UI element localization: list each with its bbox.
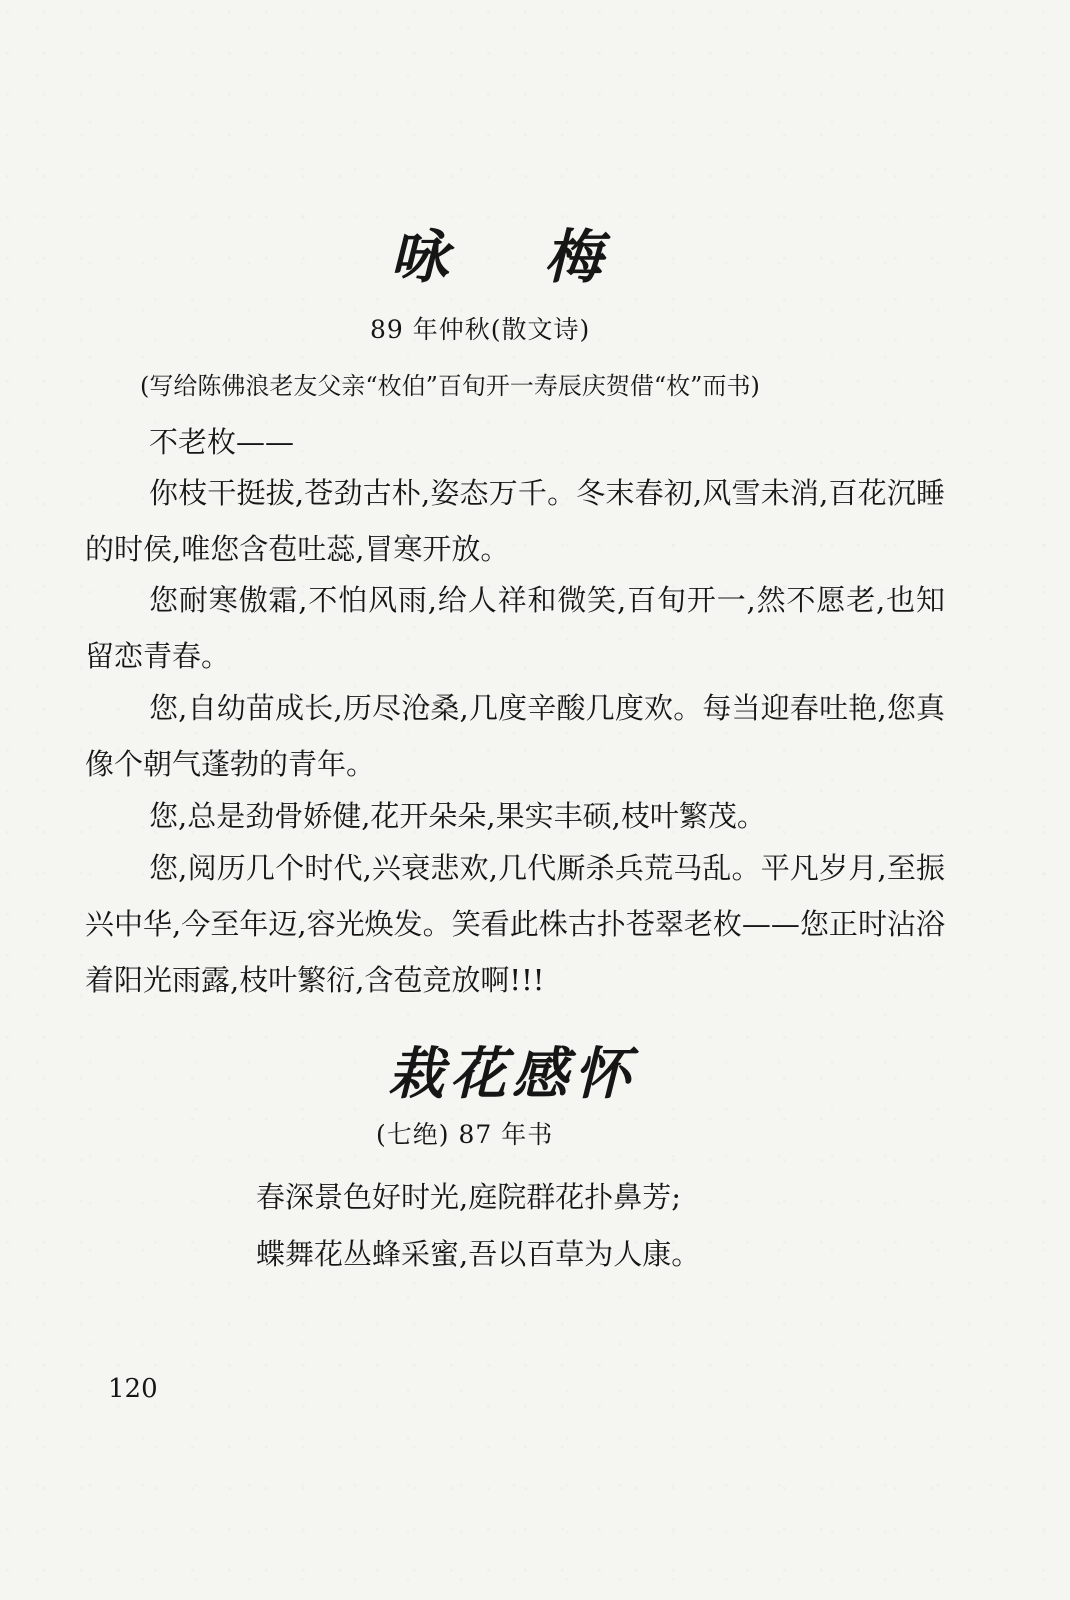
prose-paragraph: 您,自幼苗成长,历尽沧桑,几度辛酸几度欢。每当迎春吐艳,您真像个朝气蓬勃的青年。 [85,691,945,781]
poem-title: 咏梅 [390,223,699,291]
prose-paragraph: 您,阅历几个时代,兴衰悲欢,几代厮杀兵荒马乱。平凡岁月,至振兴中华,今至年迈,容光焕发。笑看此株古扑苍翠老枚——您正时沾浴着阳光雨露,枝叶繁衍,含苞竞放啊!!! [85,851,945,997]
poem-line: 春深景色好时光,庭院群花扑鼻芳; [256,1180,681,1214]
prose-paragraph: 您,总是劲骨娇健,花开朵朵,果实丰硕,枝叶繁茂。 [149,799,766,833]
prose-paragraph: 您耐寒傲霜,不怕风雨,给人祥和微笑,百旬开一,然不愿老,也知留恋青春。 [85,583,945,673]
poem-subtitle: 89 年仲秋(散文诗) [370,315,591,344]
page-number: 120 [108,1374,158,1404]
second-poem-title: 栽花感怀 [388,1041,636,1107]
poem-dedication: (写给陈佛浪老友父亲“枚伯”百旬开一寿辰庆贺借“枚”而书) [140,372,760,400]
prose-paragraph: 不老枚—— [149,425,295,459]
poem-line: 蝶舞花丛蜂采蜜,吾以百草为人康。 [256,1237,701,1271]
second-poem-subtitle: (七绝) 87 年书 [376,1120,554,1149]
prose-paragraph: 你枝干挺拔,苍劲古朴,姿态万千。冬末春初,风雪未消,百花沉睡的时侯,唯您含苞吐蕊,冒寒开放。 [85,476,945,566]
